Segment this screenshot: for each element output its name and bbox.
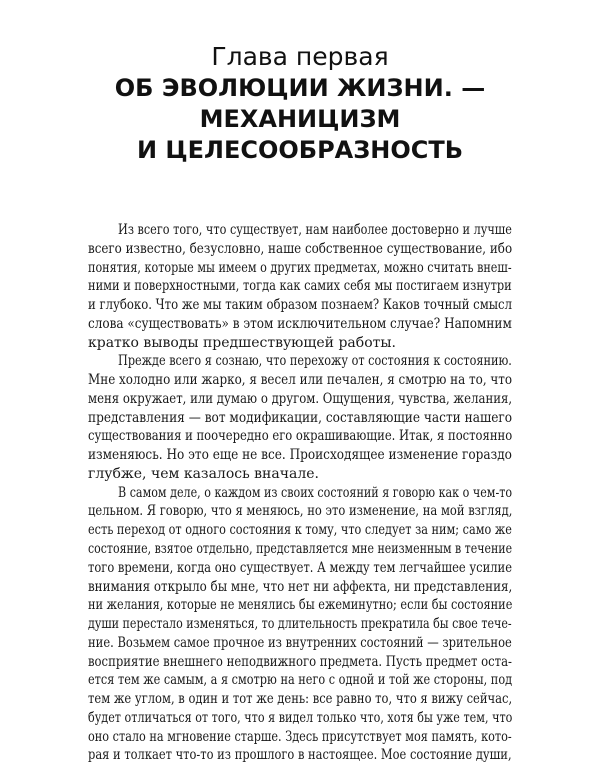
text-line: В самом деле, о каждом из своих состояний я говорю как о чем-то <box>118 484 512 501</box>
text-line: рая и толкает что-то из прошлого в настоящее. Мое состояние души, <box>88 747 512 764</box>
body-text <box>88 221 512 765</box>
text-line: представления — вот модификации, составляющие части нашего <box>88 409 512 426</box>
text-line: души перестало изменяться, то длительность прекратила бы свое тече- <box>88 616 512 633</box>
text-line: и глубоко. Что же мы таким образом познаем? Каков точный смысл <box>88 297 512 314</box>
text-line: Мне холодно или жарко, я весел или печален, я смотрю на то, что <box>88 372 512 389</box>
text-line: изменяюсь. Но это еще не все. Происходящее изменение гораздо <box>88 447 512 464</box>
text-line: ними и поверхностными, тогда как самих себя мы постигаем изнутри <box>88 278 512 295</box>
chapter-title-line: И ЦЕЛЕСООБРАЗНОСТЬ <box>136 136 464 164</box>
text-line: существования и поочередно его окрашивающие. Итак, я постоянно <box>88 428 512 445</box>
text-line: понятия, которые мы имеем о других предметах, можно считать внеш- <box>88 259 512 276</box>
text-line: будет отличаться от того, что я видел только что, хотя бы уже тем, что <box>88 709 512 726</box>
text-line: внимания открыло бы мне, что нет ни аффекта, ни представления, <box>88 578 512 595</box>
text-line: есть переход от одного состояния к тому, что следует за ним; само же <box>88 522 512 539</box>
text-line: того времени, когда оно существует. А между тем легчайшее усилие <box>88 559 512 576</box>
text-line: восприятие внешнего неподвижного предмета. Пусть предмет оста- <box>88 653 512 670</box>
text-line: меня окружает, или думаю о другом. Ощущения, чувства, желания, <box>88 390 512 407</box>
text-line: ние. Возьмем самое прочное из внутренних состояний — зрительное <box>88 634 512 651</box>
chapter-title <box>0 73 600 166</box>
text-line: Из всего того, что существует, нам наиболее достоверно и лучше <box>118 222 512 238</box>
chapter-title-line: МЕХАНИЦИЗМ <box>199 105 401 133</box>
text-line: кратко выводы предшествующей работы. <box>88 334 396 351</box>
text-line: цельном. Я говорю, что я меняюсь, но это изменение, на мой взгляд, <box>88 503 512 520</box>
text-line: Прежде всего я сознаю, что перехожу от состояния к состоянию. <box>118 353 512 370</box>
text-line: ни желания, которые не менялись бы ежеминутно; если бы состояние <box>88 597 512 614</box>
text-line: ется тем же самым, а я смотрю на него с одной и той же стороны, под <box>88 672 512 689</box>
text-line: состояние, взятое отдельно, представляется мне неизменным в течение <box>88 541 512 558</box>
text-line: глубже, чем казалось вначале. <box>88 465 319 482</box>
chapter-title-line: ОБ ЭВОЛЮЦИИ ЖИЗНИ. — <box>114 74 486 102</box>
text-line: всего известно, безусловно, наше собственное существование, ибо <box>88 240 512 257</box>
text-line: тем же углом, в один и тот же день: все равно то, что я вижу сейчас, <box>88 691 512 708</box>
text-line: слова «существовать» в этом исключительном случае? Напомним <box>88 315 512 332</box>
text-line: оно стало на мгновение старше. Здесь присутствует моя память, кото- <box>88 728 512 745</box>
chapter-label: Глава первая <box>211 42 389 71</box>
